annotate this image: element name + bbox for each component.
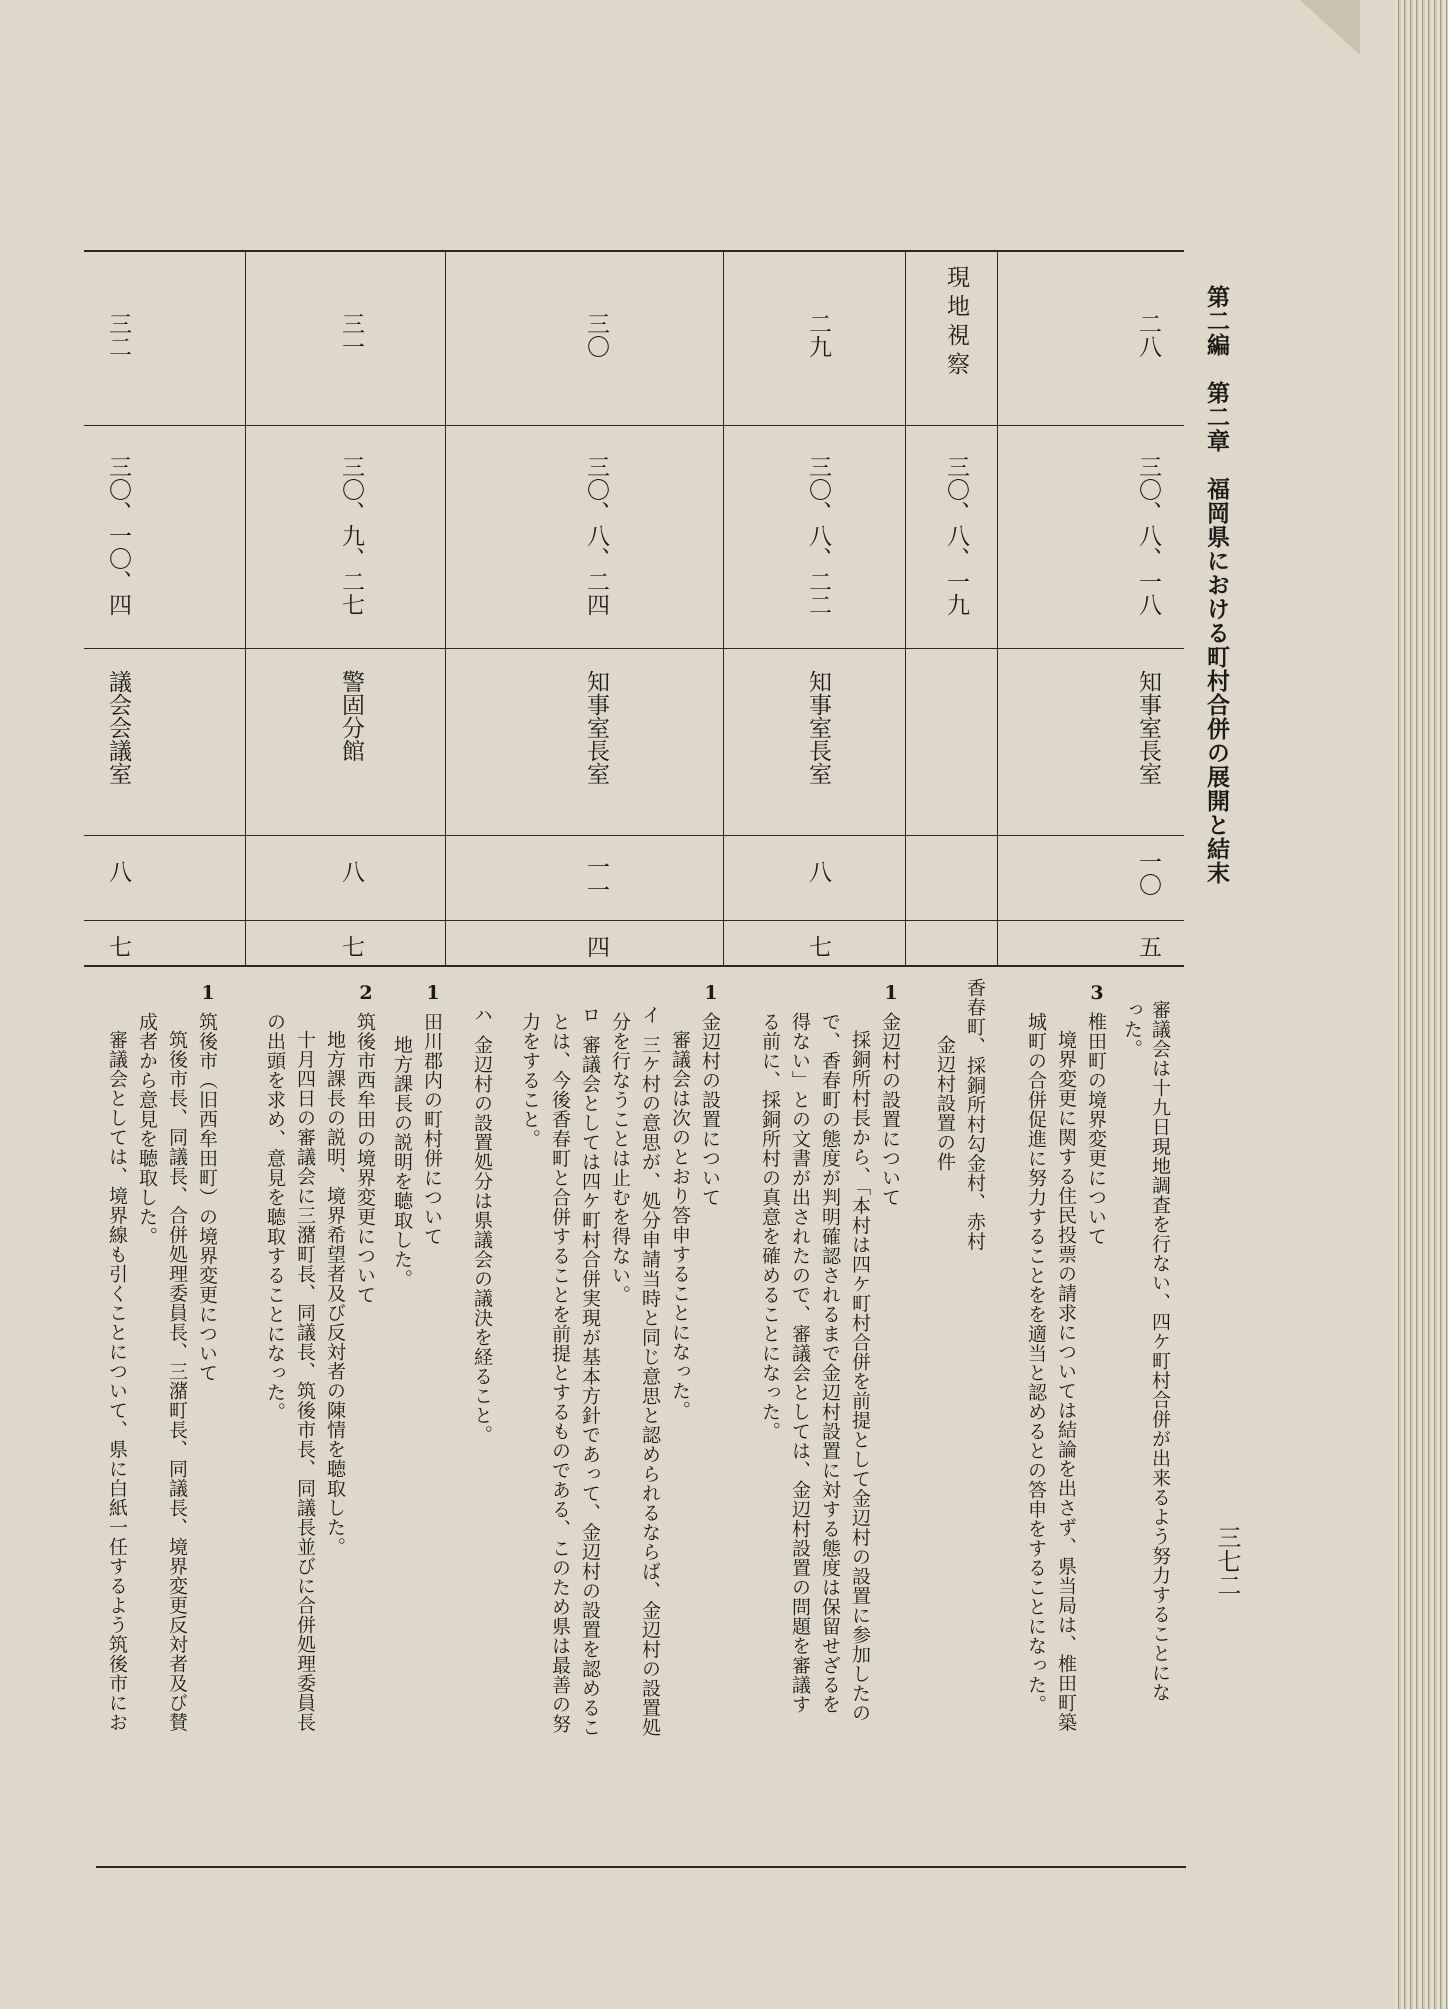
r31-item1-line: 地方課長の説明を聴取した。 (391, 1035, 413, 1289)
r30-marker-ha: ハ (471, 1005, 493, 1025)
r32-item-number: 1 (197, 982, 219, 1004)
r30-item-number: 1 (700, 982, 722, 1004)
row31-attendance-a: 八 (338, 860, 364, 883)
row30-date: 三〇、八、二四 (583, 455, 609, 616)
r28-line-2: った。 (1121, 1000, 1143, 1059)
r28-line-3: 境界変更に関する住民投票の請求については結論を出さず、県当局は、椎田町築 (1055, 1030, 1077, 1732)
r31-line-1: 地方課長の説明、境界希望者及び反対者の陳情を聴取した。 (324, 1030, 346, 1557)
row31-attendance-b: 七 (338, 935, 364, 958)
row-divider-3 (723, 250, 724, 965)
r28-line-1: 審議会は十九日現地調査を行ない、四ケ町村合併が出来るよう努力することにな (1149, 1000, 1171, 1702)
row32-place: 議会会議室 (105, 670, 131, 785)
r31-line-3: の出頭を求め、意見を聴取することになった。 (264, 1012, 286, 1422)
table-header-bottom-rule (84, 965, 1184, 967)
row30-place: 知事室長室 (583, 670, 609, 785)
r29-line-1: 採銅所村長から、「本村は四ケ町村合併を前提として金辺村の設置に参加したの (849, 1030, 871, 1723)
r29-item-title: 金辺村の設置について (879, 1012, 901, 1207)
row28-place: 知事室長室 (1135, 670, 1161, 785)
r30-marker-ro: ロ (579, 1005, 601, 1025)
row-divider-2 (905, 250, 906, 965)
r31-item1-title: 田川郡内の町村併について (421, 1012, 443, 1246)
r30-line-ro-2: とは、今後香春町と合併することを前提とするものである、このため県は最善の努 (549, 1012, 571, 1734)
row32-date: 三〇、一〇、四 (105, 455, 131, 616)
row32-attendance-a: 八 (105, 860, 131, 883)
r28-line-4: 城町の合併促進に努力することをを適当と認めるとの答申をすることになった。 (1025, 1012, 1047, 1714)
row31-date: 三〇、九、二七 (338, 455, 364, 616)
row-divider-1 (997, 250, 998, 965)
r30-line-ro-1: 審議会としては四ケ町村合併実現が基本方針であって、金辺村の設置を認めるこ (579, 1035, 601, 1737)
page-number: 三七二 (1213, 1525, 1241, 1597)
r32-line-3: 審議会としては、境界線も引くことについて、県に白紙一任するよう筑後市にお (106, 1030, 128, 1732)
r28-item-title: 椎田町の境界変更について (1085, 1012, 1107, 1246)
site-visit-date: 三〇、八、一九 (943, 455, 969, 616)
r31-line-2: 十月四日の審議会に三潴町長、同議長、筑後市長、同議長並びに合併処理委員長 (294, 1030, 316, 1732)
row-divider-4 (445, 250, 446, 965)
row31-place: 警固分館 (338, 670, 364, 762)
r29-line-4: る前に、採銅所村の真意を確めることになった。 (759, 1012, 781, 1441)
r30-line-1: 審議会は次のとおり答申することになった。 (669, 1030, 691, 1420)
r30-marker-i: イ (639, 1005, 661, 1025)
column-rule-no (84, 425, 1184, 426)
page-corner-fold (1300, 0, 1360, 55)
table-top-rule (84, 250, 1184, 252)
row30-attendance-a: 一一 (583, 855, 609, 901)
r31-item2-title: 筑後市西牟田の境界変更について (354, 1012, 376, 1305)
table-bottom-rule (96, 1866, 1186, 1868)
r30-line-ha-1: 金辺村の設置処分は県議会の議決を経ること。 (471, 1035, 493, 1445)
row30-attendance-b: 四 (583, 935, 609, 958)
row32-attendance-b: 七 (105, 935, 131, 958)
column-rule-place (84, 835, 1184, 836)
row28-no: 二八 (1135, 312, 1161, 358)
site-visit-line-1: 香春町、採銅所村勾金村、赤村 (964, 978, 986, 1251)
row-divider-5 (245, 250, 246, 965)
row28-date: 三〇、八、一八 (1135, 455, 1161, 616)
r28-item-number: 3 (1086, 982, 1108, 1004)
r31-item2-number: 2 (355, 982, 377, 1004)
column-rule-date (84, 648, 1184, 649)
r29-line-2: で、香春町の態度が判明確認されるまで金辺村設置に対する態度は保留せざるを (819, 1012, 841, 1714)
chapter-title: 第二編 第二章 福岡県における町村合併の展開と結末 (1203, 285, 1230, 885)
row29-attendance-a: 八 (805, 860, 831, 883)
row29-attendance-b: 七 (805, 935, 831, 958)
row30-no: 三〇 (583, 312, 609, 358)
r30-line-i-1: 三ケ村の意思が、処分申請当時と同じ意思と認められるならば、金辺村の設置処 (639, 1035, 661, 1737)
r30-line-ro-3: 力をすること。 (519, 1012, 541, 1149)
row32-no: 三二 (105, 312, 131, 358)
site-visit-line-2: 金辺村設置の件 (934, 1035, 956, 1172)
r32-line-2: 成者から意見を聴取した。 (136, 1012, 158, 1246)
r32-item-title: 筑後市（旧西牟田町）の境界変更について (196, 1012, 218, 1383)
page-stack-edge (1395, 0, 1448, 2009)
row31-no: 三一 (338, 312, 364, 358)
row29-place: 知事室長室 (805, 670, 831, 785)
row29-no: 二九 (805, 312, 831, 358)
r32-line-1: 筑後市長、同議長、合併処理委員長、三潴町長、同議長、境界変更反対者及び賛 (166, 1030, 188, 1732)
row28-attendance-a: 一〇 (1135, 850, 1161, 896)
r29-line-3: 得ない」との文書が出されたので、審議会としては、金辺村設置の問題を審議す (789, 1012, 811, 1714)
r31-item1-number: 1 (422, 982, 444, 1004)
r29-item-number: 1 (880, 982, 902, 1004)
site-visit-label: 現地視察 (943, 265, 969, 381)
r30-item-title: 金辺村の設置について (699, 1012, 721, 1207)
row28-attendance-b: 五 (1135, 935, 1161, 958)
row29-date: 三〇、八、二二 (805, 455, 831, 616)
column-rule-attendance (84, 920, 1184, 921)
r30-line-i-2: 分を行なうことは止むを得ない。 (609, 1012, 631, 1305)
